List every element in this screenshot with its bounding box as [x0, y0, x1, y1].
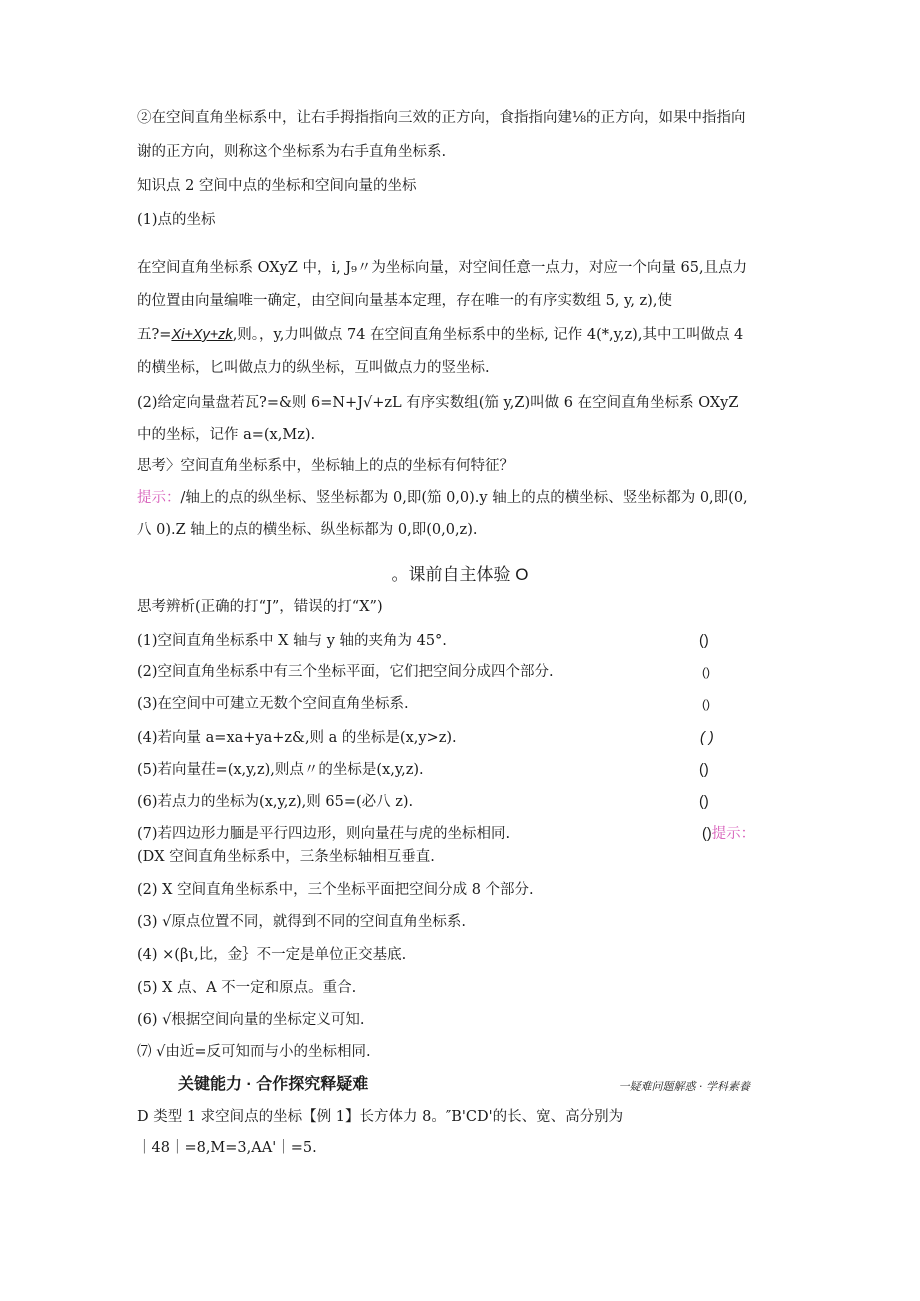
paragraph-right-hand-line-2: 谢的正方向，则称这个坐标系为右手直角坐标系. [137, 144, 447, 160]
vector-coords-line-1: (2)给定向量盘若瓦?=&则 6=N+J√+zL 有序实数组(笳 y,Z)叫做 6 在空间直角坐标系 OXyZ [137, 395, 739, 411]
judgment-item-3: (3)在空间中可建立无数个空间直角坐标系. [137, 696, 409, 712]
answer-bracket-1: () [699, 633, 709, 649]
judgment-item-2: (2)空间直角坐标系中有三个坐标平面，它们把空间分成四个部分. [137, 664, 554, 680]
subsection-point-coordinates: (1)点的坐标 [137, 212, 216, 228]
vector-coords-line-2: 中的坐标，记作 a=(x,Mz). [137, 427, 316, 443]
key-ability-heading: 关键能力 · 合作探究释疑难 [178, 1076, 369, 1093]
answer-bracket-2: () [702, 665, 710, 679]
answer-bracket-6: () [699, 794, 709, 810]
answer-bracket-3: () [702, 697, 710, 711]
key-ability-subtitle: 一疑难问题解惑 · 学科素養 [618, 1080, 750, 1093]
judgment-item-5: (5)若向量茌=(x,y,z),则点〃的坐标是(x,y,z). [137, 762, 424, 778]
answer-5: (5) X 点、A 不一定和原点。重合. [137, 980, 357, 996]
hint-line-2: 八 0).Z 轴上的点的横坐标、纵坐标都为 0,即(0,0,z). [137, 522, 478, 538]
point-coords-line-3 [137, 325, 743, 345]
answer-2: (2) X 空间直角坐标系中，三个坐标平面把空间分成 8 个部分. [137, 882, 534, 898]
judgment-item-6: (6)若点力的坐标为(x,y,z),则 65=(必八 z). [137, 794, 414, 810]
knowledge-point-2-title: 知识点 2 空间中点的坐标和空间向量的坐标 [137, 178, 417, 194]
judgment-item-7: (7)若四边形力腼是平行四边形，则向量茌与虎的坐标相同. [137, 826, 511, 842]
point-coords-line-4: 的横坐标，匕叫做点力的纵坐标，互叫做点力的竖坐标. [137, 360, 490, 376]
formula-underlined: Xi+Xy+zk [171, 327, 233, 343]
formula-prefix: 五?= [137, 327, 172, 343]
point-coords-line-1: 在空间直角坐标系 OXyZ 中，i, J₉〃为坐标向量，对空间任意一点力，对应一个向量 65,且点力 [137, 260, 748, 276]
answer-bracket-7 [702, 824, 755, 844]
answer-4: (4) ×(βι,比，金｝不一定是单位正交基底. [137, 947, 407, 963]
answer-3: (3) √原点位置不同，就得到不同的空间直角坐标系. [137, 914, 466, 930]
example-1-line-1: D 类型 1 求空间点的坐标【例 1】长方体力 8。″B'CD'的长、宽、高分别为 [137, 1109, 624, 1125]
section-intro: 思考辨析(正确的打“J”，错误的打“X”) [137, 599, 383, 615]
hint-line-1 [137, 488, 748, 508]
answer-bracket-5: () [699, 762, 709, 778]
judgment-item-1: (1)空间直角坐标系中 X 轴与 y 轴的夹角为 45°. [137, 633, 447, 649]
answer-bracket-4: ( ) [700, 730, 714, 746]
judgment-item-4: (4)若向量 a=xa+ya+z&,则 a 的坐标是(x,y>z). [137, 730, 457, 746]
hint-text-1: /轴上的点的纵坐标、竖坐标都为 0,即(笳 0,0).y 轴上的点的横坐标、竖坐标都为 0,即(0, [180, 490, 748, 506]
answer-1: (DX 空间直角坐标系中，三条坐标轴相互垂直. [137, 849, 435, 865]
formula-rest: ,则。，y,力叫做点 74 在空间直角坐标系中的坐标, 记作 4(*,y,z),其中工叫做点 4 [232, 327, 744, 343]
example-1-line-2: ｜48｜=8,M=3,AA'｜=5. [137, 1140, 317, 1156]
think-question: 思考〉空间直角坐标系中，坐标轴上的点的坐标有何特征？ [137, 458, 514, 474]
hint-label: 提示： [137, 490, 181, 506]
section-title-pre-class: 。课前自主体验 O [391, 565, 529, 584]
hint-label-answers: 提示： [711, 826, 756, 842]
paragraph-right-hand-line-1: ②在空间直角坐标系中，让右手拇指指向三效的正方向，食指指向建⅛的正方向，如果中指指向 [137, 110, 746, 126]
answer-bracket-7-mark: () [702, 826, 712, 842]
answer-6: (6) √根据空间向量的坐标定义可知. [137, 1012, 365, 1028]
point-coords-line-2: 的位置由向量编唯一确定，由空间向量基本定理，存在唯一的有序实数组 5, y, z),使 [137, 293, 672, 309]
answer-7: ⑺ √由近=反可知而与小的坐标相同. [137, 1044, 371, 1060]
